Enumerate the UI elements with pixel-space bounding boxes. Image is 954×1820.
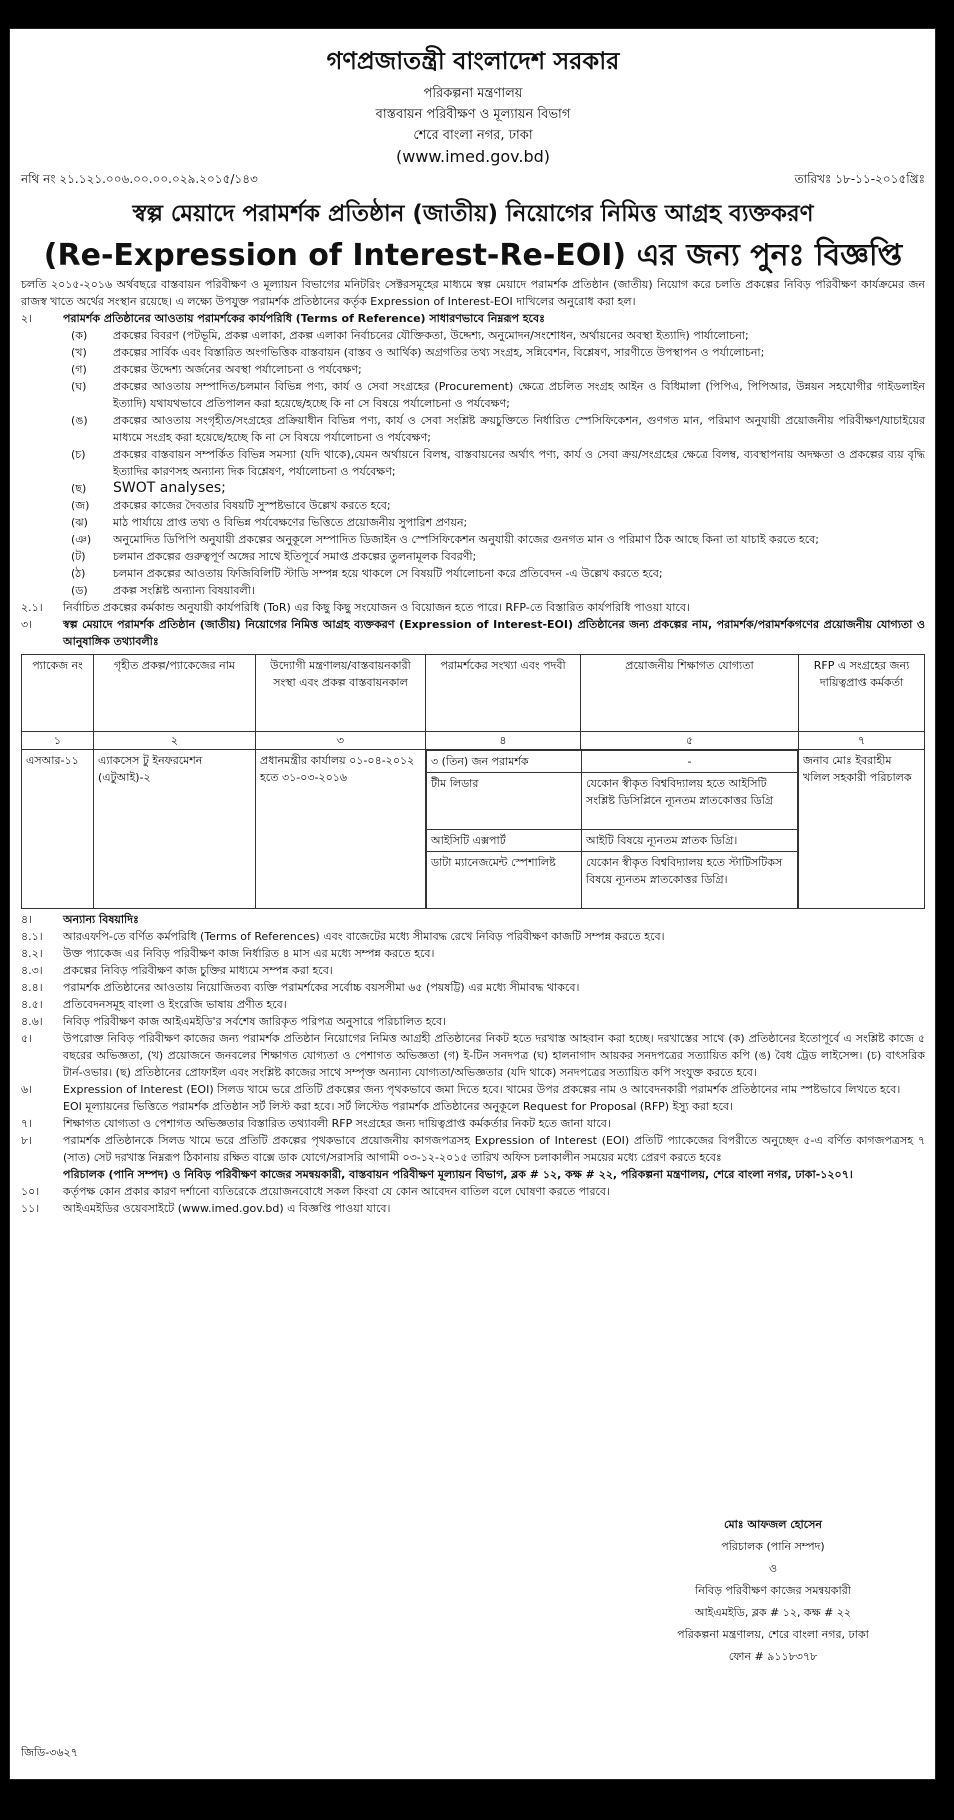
table-header: গৃহীত প্রকল্প/প্যাকেজের নাম (94, 655, 256, 732)
position-row: টীম লিডার যেকোন স্বীকৃত বিশ্ববিদ্যালয় হতে আইসিটি সংশ্লিষ্ট ডিসিপ্লিনে ন্যূনতম স্নাতকোত্তর ডিগ্রি (427, 773, 798, 830)
tor-heading: পরামর্শক প্রতিষ্ঠানের আওতায় পরামর্শকের কার্যপরিধি (Terms of Reference) সাধারণভাবে নিম্নরূপ হবেঃ (63, 312, 545, 325)
list-item: ৪.৬। নিবিড় পরিবীক্ষণ কাজ আইএমইডি'র সর্বশেষ জারিকৃত পরিপত্র অনুসারে পরিচালিত হবে। (21, 1015, 447, 1028)
clause-8: ৮। পরামর্শক প্রতিষ্ঠানকে সিলড খামে ভরে প্রতিটি প্রকল্পের পৃথকভাবে প্রয়োজনীয় কাগজপত্রসহ Expression of Interest (EOI) প্রতিটি প্যাকেজের বিপরীতে অনুচ্ছেদ ৫-এ বর্ণিত কাগজপত্রসহ ৭ (সাত) সেট দরখাস্ত নিম্নরূপ ঠিকানায় রক্ষিত বাক্সে ডাক যোগে/সরাসরি আগামী ০৩-১২-২০১৫ তারিখ অফিস চলাকালীন সময়ের মধ্যে প্রেরণ করতে হবেঃ পরিচালক (পানি সম্পদ) ও নিবিড় পরিবীক্ষণ কাজের সমন্বয়কারী, বাস্তবায়ন পরিবীক্ষণ মূল্যায়ন বিভাগ, ব্লক # ১২, কক্ষ # ২২, পরিকল্পনা মন্ত্রণালয়, শেরে বাংলা নগর, ঢাকা-১২০৭। (21, 1134, 925, 1181)
list-item: (জ) প্রকল্পের কাজের দৈবতার বিষয়টি সুস্পষ্টভাবে উল্লেখ করতে হবে; (71, 499, 391, 512)
list-item: (ঞ) অনুমোদিত ডিপিপি অনুযায়ী প্রকল্পের অনুকূলে সম্পাদিত ডিজাইন ও স্পেসিফিকেশন অনুযায়ী কাজের গুনগত মান ও পরিমাণ ঠিক আছে কিনা তা যাচাই করতে হবে; (71, 533, 819, 546)
office-address: শেরে বাংলা নগর, ঢাকা (413, 128, 533, 143)
list-item: (ঝ) মাঠ পার্যায়ে প্রাপ্ত তথ্য ও বিভিন্ন পর্যবেক্ষণের ভিত্তিতে প্রয়োজনীয় সুপারিশ প্রণয়ন; (71, 516, 468, 529)
reference-row (21, 171, 925, 191)
notice-title: স্বল্প মেয়াদে পরামর্শক প্রতিষ্ঠান (জাতীয়) নিয়োগের নিমিত্ত আগ্রহ ব্যক্তকরণ (132, 201, 814, 227)
table-row (22, 750, 925, 909)
clause-5: ৫। উপরোক্ত নিবিড় পরিবীক্ষণ কাজের জন্য পরামর্শক প্রতিষ্ঠান নিয়োগের নিমিত্ত আগ্রহী প্রতিষ্ঠানের নিকট হতে দরখাস্ত আহবান করা হচ্ছে। দরখাস্তের সাথে (ক) প্রতিষ্ঠানের ইতোপূর্বে এ সংশ্লিষ্ট কাজে ৫ বছরের অভিজ্ঞতা, (খ) প্রয়োজনে জনবলের শিক্ষাগত যোগ্যতা ও পেশাগত অভিজ্ঞতা (গ) ই-টিন সনদপত্র (ঘ) হালনাগাদ আয়কর সনদপত্রের সত্যায়িত কপি (ঙ) বৈধ ট্রেড লাইসেন্স। (চ) বাৎসরিক টার্ন-ওভার। (ছ) প্রতিষ্ঠানের প্রোফাইল এবং সংশ্লিষ্ট কাজের সাথে সম্পৃক্ত অন্যান্য যোগ্যতা/অভিজ্ঞতার (যদি থাকে) সনদপত্রের সত্যায়িত কপি সংযুক্ত করতে হবে। (21, 1032, 925, 1079)
signatory-role: নিবিড় পরিবীক্ষণ কাজের সমন্বয়কারী (695, 1584, 851, 1597)
notice-subtitle: (Re-Expression of Interest-Re-EOI) এর জন্য পুনঃ বিজ্ঞপ্তি (43, 238, 903, 273)
list-item: (খ) প্রকল্পের সার্বিক এবং বিস্তারিত অংগভিত্তিক বাস্তবায়ন (বাস্তব ও আর্থিক) অগ্রগতির তথ্য সংগ্রহ, সন্নিবেশন, বিশ্লেষণ, সারণীতে উপস্থাপন ও পর্যালোচনা; (71, 346, 765, 359)
list-item: ৪.৩। প্রকল্পের নিবিড় পরিবীক্ষণ কাজ চুক্তির মাধ্যমে সম্পন্ন করা হবে। (21, 964, 333, 977)
list-item: (ঙ) প্রকল্পের আওতায় সংগৃহীত/সংগ্রহের প্রক্রিয়াধীন বিভিন্ন পণ্য, কার্য ও সেবা সংশ্লিষ্ট ক্রয়চুক্তিতে নির্ধারিত স্পেসিফিকেশন, গুণগত মান, পরিমাণ অনুযায়ী প্রয়োজনীয় পরিবীক্ষণ/যাচাইয়ের মাধ্যমে সংগ্রহ করা হয়েছে/হচ্ছে কি না সে বিষয়ে পর্যালোচনা ও পর্যবেক্ষণ; (71, 414, 925, 444)
package-table (21, 654, 925, 909)
table-header: পরামর্শকের সংখ্যা এবং পদবী (426, 655, 581, 732)
signatory-title: পরিচালক (পানি সম্পদ) (721, 1540, 825, 1553)
list-item: (ছ) SWOT analyses; (71, 480, 226, 496)
positions-cell (426, 750, 799, 909)
clause-4-heading: ৪। অন্যান্য বিষয়াদিঃ (21, 913, 139, 926)
ministry-period: প্রধানমন্ত্রীর কার্যালয় ০১-০৪-২০১২ হতে ৩১-০৩-২০১৬ (256, 750, 426, 909)
clause-6: ৬। Expression of Interest (EOI) সিলড খামে ভরে প্রতিটি প্রকল্পের জন্য পৃথকভাবে জমা দিতে হবে। খামের উপর প্রকল্পের নাম ও আবেদনকারী পরামর্শক প্রতিষ্ঠানের নাম স্পষ্টভাবে লিখতে হবে। EOI মূল্যায়নের ভিত্তিতে পরামর্শক প্রতিষ্ঠান সর্ট লিস্ট করা হবে। সর্ট লিস্টেড পরামর্শক প্রতিষ্ঠানের অনুকূলে Request for Proposal (RFP) ইস্যু করা হবে। (21, 1083, 901, 1113)
table-header: উদ্যোগী মন্ত্রণালয়/বাস্তবায়নকারী সংস্থা এবং প্রকল্প বাস্তবায়নকাল (256, 655, 426, 732)
package-number: এসআর-১১ (22, 750, 94, 909)
notice-sheet (9, 28, 936, 1780)
signatory-ministry: পরিকল্পনা মন্ত্রণালয়, শেরে বাংলা নগর, ঢাকা (677, 1628, 869, 1641)
position-row: ডাটা ম্যানেজমেন্ট স্পেশালিষ্ট যেকোন স্বীকৃত বিশ্ববিদ্যালয় হতে স্টাটিসটিকস বিষয়ে ন্যূনতম স্নাতকোত্তর ডিগ্রি। (427, 852, 798, 909)
signatory-office: আইএমইডি, ব্লক # ১২, কক্ষ # ২২ (694, 1606, 852, 1619)
list-item: (ঠ) চলমান প্রকল্পের আওতায় ফিজিবিলিটি স্টাডি সম্পন্ন হয়ে থাকলে সে বিষয়টি পর্যালোচনা করে প্রতিবেদন -এ উল্লেখ করতে হবে; (71, 567, 663, 580)
responsible-officer: জনাব মোঃ ইবরাহীম খলিল সহকারী পরিচালক (799, 750, 925, 909)
government-name: গণপ্রজাতন্ত্রী বাংলাদেশ সরকার (326, 47, 620, 75)
signatory-name: মোঃ আফজল হোসেন (724, 1518, 822, 1531)
tor-heading-row (21, 310, 925, 327)
letterhead (21, 43, 925, 168)
clause-7: ৭। শিক্ষাগত যোগ্যতা ও পেশাগত অভিজ্ঞতার বিস্তারিত তথ্যাবলী RFP সংগ্রহের জন্য দায়িত্বপ্রাপ্ত কর্মকর্তার নিকট হতে জানা যাবে। (21, 1117, 611, 1130)
list-item: (ড) প্রকল্প সংশ্লিষ্ট অন্যান্য বিষয়াবলী। (71, 584, 255, 597)
gd-code: জিডি-৩৬২৭ (21, 1746, 78, 1759)
list-item: ৪.৫। প্রতিবেদনসমূহ বাংলা ও ইংরেজি ভাষায় প্রণীত হবে। (21, 998, 287, 1011)
intro-paragraph: চলতি ২০১৫-২০১৬ অর্থবছরে বাস্তবায়ন পরিবীক্ষণ ও মূল্যায়ন বিভাগের মনিটরিং সেক্টরসমূহের মাধ্যমে স্বল্প মেয়াদে পরামর্শক প্রতিষ্ঠান (জাতীয়) নিয়োগ করে চলতি প্রকল্পের নিবিড় পরিবীক্ষণ কার্যক্রমের জন রাজস্ব খাতে অর্থের সংস্থান রয়েছে। এ লক্ষ্যে উপযুক্ত পরামর্শক প্রতিষ্ঠানের কর্তৃক Expression of Interest-EOI দাখিলের অনুরোধ করা হল। (21, 278, 925, 308)
list-item: ৪.১। আরএফপি-তে বর্ণিত কর্মপরিধি (Terms of References) এবং বাজেটের মধ্যে সীমাবদ্ধ রেখে নিবিড় পরিবীক্ষণ কাজটি সম্পন্ন করতে হবে। (21, 930, 665, 943)
clause-11: ১১। আইএমইডির ওয়েবসাইটে (www.imed.gov.bd) এ বিজ্ঞপ্তি পাওয়া যাবে। (21, 1202, 391, 1215)
other-list (21, 928, 925, 1030)
project-name: এ্যাকসেস টু ইনফরমেশন (এটুআই)-২ (94, 750, 256, 909)
list-item: ৪.২। উক্ত প্যাকেজ এর নিবিড় পরিবীক্ষণ কাজ নির্ধারিত ৪ মাস এর মধ্যে সম্পন্ন করতে হবে। (21, 947, 435, 960)
clause-10: ১০। কর্তৃপক্ষ কোন প্রকার কারণ দর্শানো ব্যতিরেকে প্রয়োজনবোধে সকল কিংবা যে কোন আবেদন বাতিল বলে ঘোষণা করতে পারবে। (21, 1185, 610, 1198)
list-item: (ট) চলমান প্রকল্পের গুরুত্বপূর্ণ অঙ্গের সাথে ইতিপূর্বে সমাপ্ত প্রকল্পের তুলনামূলক বিবরণী; (71, 550, 477, 563)
ministry-name: পরিকল্পনা মন্ত্রণালয় (423, 86, 523, 101)
submission-address: পরিচালক (পানি সম্পদ) ও নিবিড় পরিবীক্ষণ কাজের সমন্বয়কারী, বাস্তবায়ন পরিবীক্ষণ মূল্যায়ন বিভাগ, ব্লক # ১২, কক্ষ # ২২, পরিকল্পনা মন্ত্রণালয়, শেরে বাংলা নগর, ঢাকা-১২০৭। (63, 1168, 853, 1181)
clause-2-1: ২.১। নির্বাচিত প্রকল্পের কর্মকান্ড অনুযায়ী কার্যপরিধি (ToR) এর কিছু কিছু সংযোজন ও বিয়োজন হতে পারে। RFP-তে বিস্তারিত কার্যপরিধি পাওয়া যাবে। (21, 601, 690, 614)
clause-3: ৩। স্বল্প মেয়াদে পরামর্শক প্রতিষ্ঠান (জাতীয়) নিয়োগের নিমিত্ত আগ্রহ ব্যক্তকরণ (Expression of Interest-EOI) প্রতিষ্ঠানের জন্য প্রকল্পের নাম, পরামর্শক/পরামর্শকগণের প্রয়োজনীয় যোগ্যতা ও আনুষাঙ্গিক তথ্যাবলীঃ (21, 618, 925, 648)
position-row: ৩ (তিন) জন পরামর্শক - (427, 751, 798, 773)
list-item: (ঘ) প্রকল্পের আওতায় সম্পাদিত/চলমান বিভিন্ন পণ্য, কার্য ও সেবা সংগ্রহের (Procurement) ক্ষেত্রে প্রচলিত সংগ্রহ আইন ও বিধিমালা (পিপিএ, পিপিআর, উন্নয়ন সহযোগীর গাইডলাইন ইত্যাদি) যথাযথভাবে প্রতিপালন করা হয়েছে/হচ্ছে কি না সে বিষয়ে পর্যালোচনা ও পর্যবেক্ষণ; (71, 380, 925, 410)
table-header: প্যাকেজ নং (22, 655, 94, 732)
column-number-row: ১ ২ ৩ ৪ ৫ ৭ (22, 732, 925, 750)
positions-table (426, 750, 798, 908)
list-item: (চ) প্রকল্পের বাস্তবায়ন সম্পর্কিত বিভিন্ন সমস্যা (যদি থাকে),যেমন অর্থায়নে বিলম্ব, বাস্তবায়নের অর্থাৎ পণ্য, কার্য ও সেবা ক্রয়/সংগ্রহের ক্ষেত্রে বিলম্ব, ব্যবস্থাপনায় অদক্ষতা ও প্রকল্পের ব্যয় বৃদ্ধি ইত্যাদির কারণসহ অন্যান্য দিক বিশ্লেষণ, পর্যালোচনা ও পর্যবেক্ষণ; (71, 448, 925, 478)
signature-block: মোঃ আফজল হোসেন পরিচালক (পানি সম্পদ) ও নিবিড় পরিবীক্ষণ কাজের সমন্বয়কারী আইএমইডি, ব্লক # ১২, কক্ষ # ২২ পরিকল্পনা মন্ত্রণালয়, শেরে বাংলা নগর, ঢাকা ফোন # ৯১১৮৩৭৮ (623, 1514, 923, 1668)
website-link[interactable]: (www.imed.gov.bd) (395, 147, 551, 166)
list-item: (ক) প্রকল্পের বিবরণ (পটভূমি, প্রকল্প এলাকা, প্রকল্প এলাকা নির্বাচনের যৌক্তিকতা, উদ্দেশ্য, অনুমোদন/সংশোধন, অর্থায়নের অবস্থা ইত্যাদি) পার্যালোচনা; (71, 329, 749, 342)
section-number: ২। (21, 312, 33, 325)
table-header-row (22, 655, 925, 732)
table-header: প্রয়োজনীয় শিক্ষাগত যোগ্যতা (581, 655, 799, 732)
signatory-phone: ফোন # ৯১১৮৩৭৮ (728, 1650, 818, 1663)
division-name: বাস্তবায়ন পরিবীক্ষণ ও মূল্যায়ন বিভাগ (375, 107, 571, 122)
tor-list (21, 327, 925, 599)
notice-date: তারিখঃ ১৮-১১-২০১৫খ্রিঃ (794, 172, 925, 186)
list-item: (গ) প্রকল্পের উদ্দেশ্য অর্জনের অবস্থা পর্যালোচনা ও পর্যবেক্ষণ; (71, 363, 362, 376)
reference-number: নথি নং ২১.১২১.০০৬.০০.০০.০২৯.২০১৫/১৪৩ (21, 172, 258, 186)
table-header: RFP এ সংগ্রহের জন্য দায়িত্বপ্রাপ্ত কর্মকর্তা (799, 655, 925, 732)
list-item: ৪.৪। পরামর্শক প্রতিষ্ঠানের আওতায় নিয়োজিতব্য ব্যক্তি পরামর্শকের সর্বোচ্চ বয়সসীমা ৬৫ (পয়ষট্টি) এর মধ্যে সীমাবদ্ধ থাকবে। (21, 981, 580, 994)
position-row: আইসিটি এক্সপার্ট আইটি বিষয়ে ন্যূনতম স্নাতক ডিগ্রি। (427, 830, 798, 852)
